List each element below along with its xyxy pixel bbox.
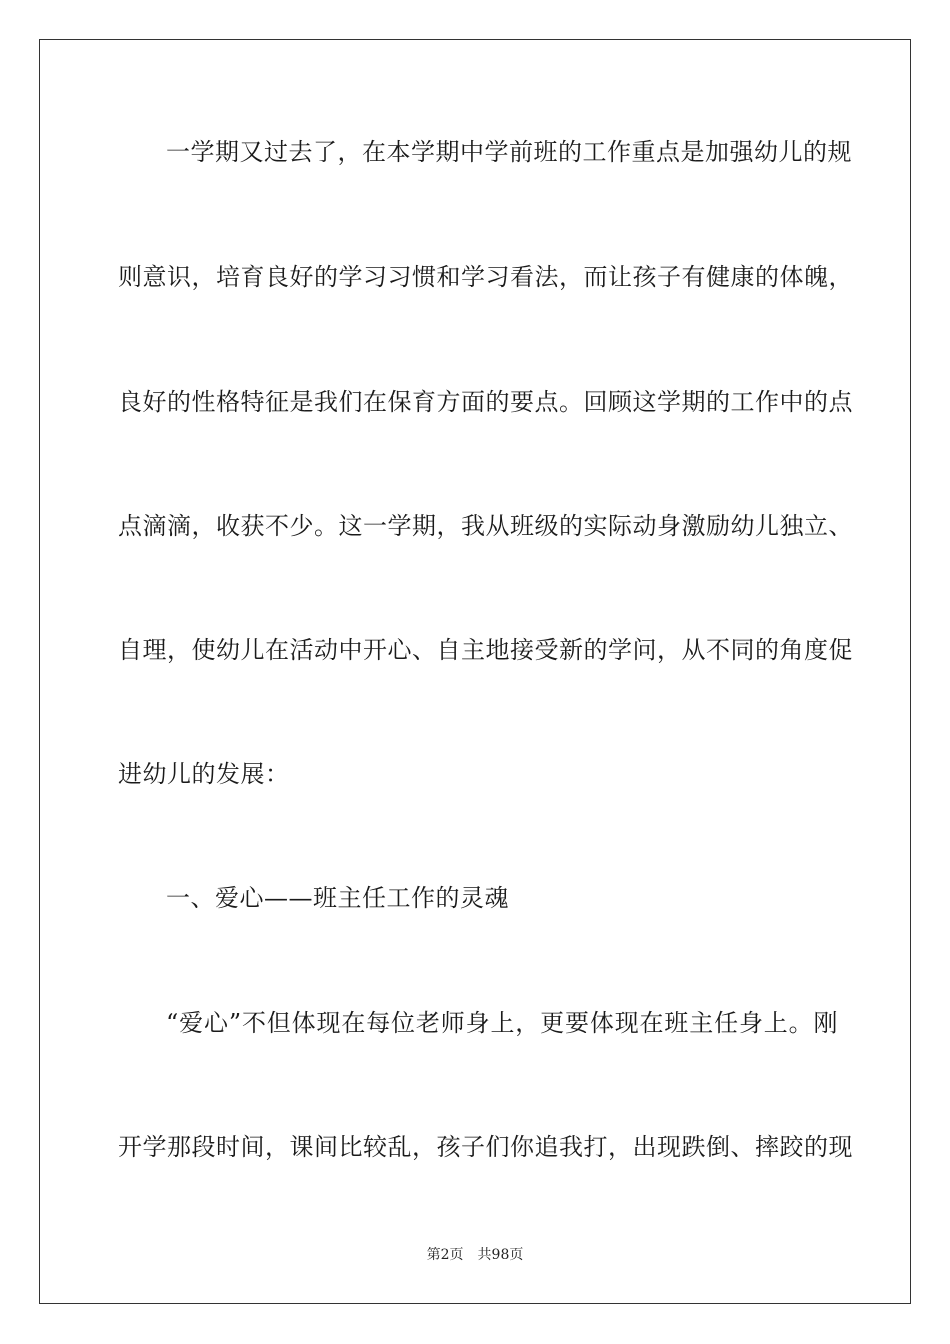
paragraph-line-4: 点滴滴，收获不少。这一学期，我从班级的实际动身激励幼儿独立、 — [118, 512, 853, 540]
paragraph-line-3: 良好的性格特征是我们在保育方面的要点。回顾这学期的工作中的点 — [118, 388, 853, 416]
paragraph-line-2: 则意识，培育良好的学习习惯和学习看法，而让孩子有健康的体魄， — [118, 263, 853, 291]
paragraph-line-6: 进幼儿的发展： — [118, 760, 290, 788]
paragraph-line-1: 一学期又过去了，在本学期中学前班的工作重点是加强幼儿的规 — [166, 138, 852, 166]
page-footer — [0, 1246, 950, 1264]
paragraph-line-7: “爱心”不但体现在每位老师身上，更要体现在班主任身上。刚 — [166, 1009, 838, 1037]
paragraph-line-8: 开学那段时间，课间比较乱，孩子们你追我打，出现跌倒、摔跤的现 — [118, 1133, 853, 1161]
page-total: 共98页 — [477, 1247, 524, 1263]
page-number: 第2页 — [426, 1247, 464, 1263]
page-frame — [39, 39, 911, 1304]
section-heading: 一、爱心——班主任工作的灵魂 — [166, 884, 509, 912]
paragraph-line-5: 自理，使幼儿在活动中开心、自主地接受新的学问，从不同的角度促 — [118, 636, 853, 664]
